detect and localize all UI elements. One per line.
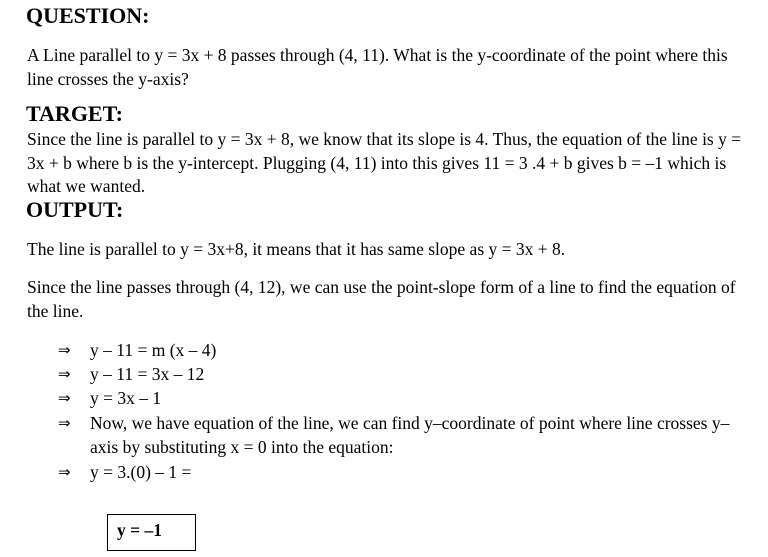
implies-arrow-icon: ⇒ [58,365,71,383]
answer-box [107,514,196,551]
step-text: y = 3.(0) – 1 = [90,462,192,482]
question-heading: QUESTION: [26,3,150,28]
step-text: Now, we have equation of the line, we can find y–coordinate of point where line crosses y–axis by substituting x = 0 into the equation: [90,413,730,457]
derivation-step-2 [58,362,748,386]
derivation-step-4 [58,411,748,459]
output-paragraph-2: Since the line passes through (4, 12), we can use the point-slope form of a line to find the equation of the line. [27,277,736,321]
implies-arrow-icon: ⇒ [58,414,71,432]
derivation-step-5 [58,460,748,484]
step-text: y – 11 = 3x – 12 [90,364,205,384]
final-answer: y = –1 [117,520,162,540]
step-text: y – 11 = m (x – 4) [90,340,217,360]
step-text: y = 3x – 1 [90,388,162,408]
implies-arrow-icon: ⇒ [58,463,71,481]
derivation-step-1 [58,338,748,362]
target-heading: TARGET: [26,101,123,126]
output-paragraph-1: The line is parallel to y = 3x+8, it means that it has same slope as y = 3x + 8. [27,239,566,259]
output-heading: OUTPUT: [26,197,124,222]
question-text: A Line parallel to y = 3x + 8 passes through (4, 11). What is the y-coordinate of the point where this line crosses the y-axis? [27,45,728,89]
implies-arrow-icon: ⇒ [58,341,71,359]
target-text: Since the line is parallel to y = 3x + 8, we know that its slope is 4. Thus, the equation of the line is y = 3x + b where b is the y-intercept. Plugging (4, 11) into this gives 11 = 3 .4 + b gives b = –1 which is what we wanted. [27,129,742,196]
derivation-step-3 [58,386,748,410]
implies-arrow-icon: ⇒ [58,389,71,407]
